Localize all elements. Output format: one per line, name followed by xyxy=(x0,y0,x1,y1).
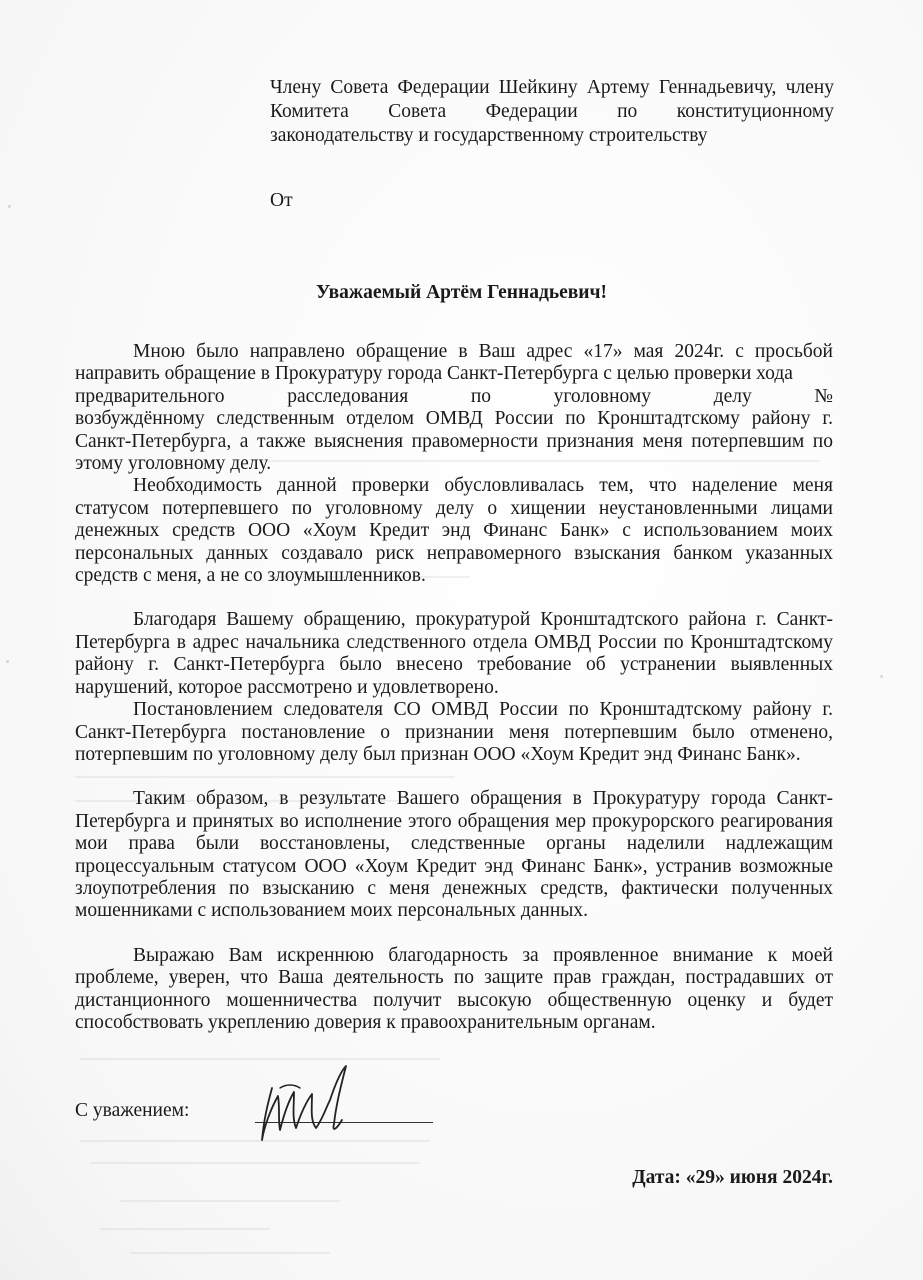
scan-artifact xyxy=(100,1228,270,1230)
closing-label: С уважением: xyxy=(75,1100,190,1121)
paragraph-text: Мною было направлено обращение в Ваш адрес «17» мая 2024г. с просьбой направить обращение в Прокуратуру города Санкт-Петербурга с целью проверки хода xyxy=(75,341,833,385)
paragraph: Необходимость данной проверки обусловливалась тем, что наделение меня статусом потерпевшего по уголовному делу о хищении неустановленными лицами денежных средств ООО «Хоум Кредит энд Финанс Банк» с использованием моих персональных данных создавало риск неправомерного взыскания банком указанных средств с меня, а не со злоумышленников. xyxy=(75,475,833,587)
greeting: Уважаемый Артём Геннадьевич! xyxy=(315,282,608,303)
letter-body xyxy=(75,341,833,1034)
paragraph-gap xyxy=(75,587,833,609)
paragraph: Постановлением следователя СО ОМВД России по Кронштадтскому району г. Санкт-Петербурга постановление о признании меня потерпевшим было отменено, потерпевшим по уголовному делу был признан ООО «Хоум Кредит энд Финанс Банк». xyxy=(75,699,833,765)
scan-artifact xyxy=(130,1252,330,1254)
scan-speck xyxy=(8,205,11,208)
letter-date: Дата: «29» июня 2024г. xyxy=(632,1167,833,1188)
paragraph: Благодаря Вашему обращению, прокуратурой Кронштадтского района г. Санкт-Петербурга в адрес начальника следственного отдела ОМВД России по Кронштадтскому району г. Санкт-Петербурга было внесено требование об устранении выявленных нарушений, которое рассмотрено и удовлетворено. xyxy=(75,609,833,698)
scan-speck xyxy=(6,660,9,663)
addressee-line: Члену Совета Федерации Шейкину Артему Геннадьевичу, члену xyxy=(270,77,834,98)
addressee-line: законодательству и государственному строительству xyxy=(270,125,708,146)
case-number-line: предварительного расследования по уголовному делу № xyxy=(75,385,833,407)
paragraph xyxy=(75,341,833,475)
addressee-line: Комитета Совета Федерации по конституционному xyxy=(270,101,834,122)
paragraph-text: возбуждённому следственным отделом ОМВД России по Кронштадтскому району г. Санкт-Петербурга, а также выяснения правомерности признания меня потерпевшим по этому уголовному делу. xyxy=(75,408,833,475)
paragraph-gap xyxy=(75,923,833,945)
paragraph: Таким образом, в результате Вашего обращения в Прокуратуру города Санкт-Петербурга и принятых во исполнение этого обращения мер прокурорского реагирования мои права были восстановлены, следственные органы наделили надлежащим процессуальным статусом ООО «Хоум Кредит энд Финанс Банк», устранив возможные злоупотребления по взысканию с меня денежных средств, фактически полученных мошенниками с использованием моих персональных данных. xyxy=(75,788,833,922)
paragraph-gap xyxy=(75,766,833,788)
addressee-block xyxy=(270,76,834,148)
scan-artifact xyxy=(90,1162,420,1164)
scan-speck xyxy=(880,675,883,678)
handwritten-signature xyxy=(250,1058,360,1153)
paragraph: Выражаю Вам искреннюю благодарность за проявленное внимание к моей проблеме, уверен, что Ваша деятельность по защите прав граждан, пострадавших от дистанционного мошенничества получит высокую общественную оценку и будет способствовать укреплению доверия к правоохранительным органам. xyxy=(75,944,833,1033)
from-label: От xyxy=(270,190,293,211)
scan-artifact xyxy=(120,1200,340,1202)
